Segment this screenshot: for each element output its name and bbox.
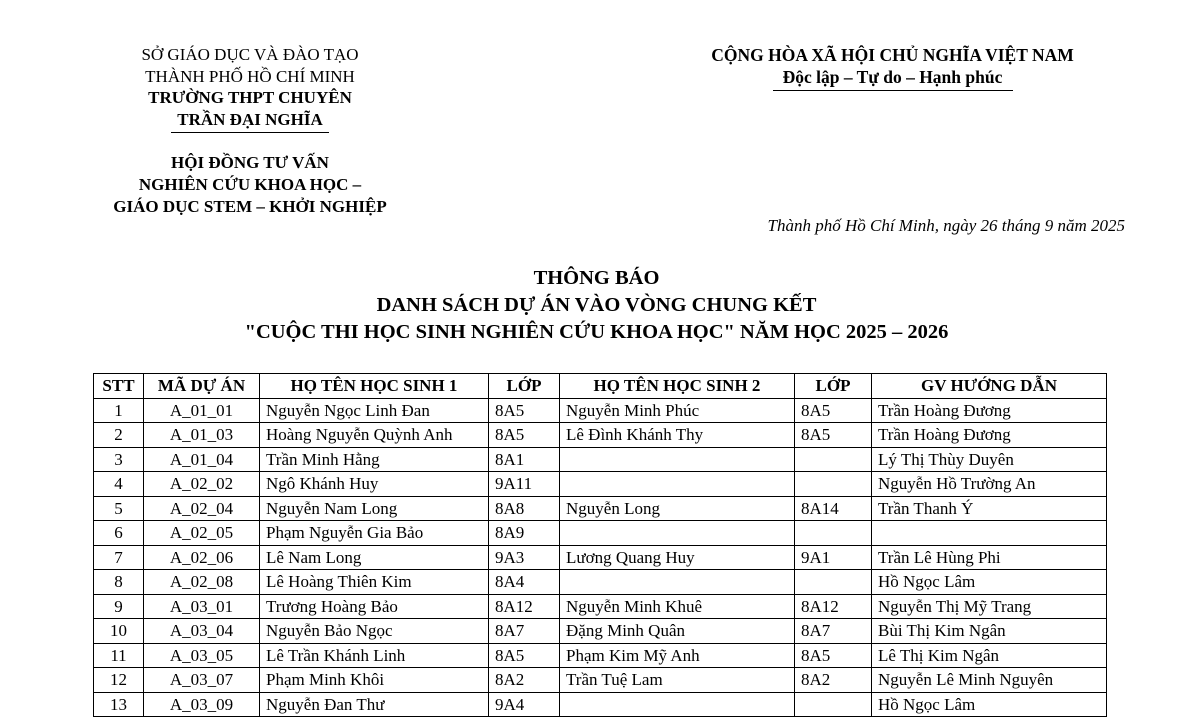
cell-project-code: A_02_02 [144,472,260,497]
table-row [94,643,1107,668]
cell-student1: Phạm Minh Khôi [260,668,489,693]
cell-class2: 8A2 [795,668,872,693]
cell-class1: 9A3 [489,545,560,570]
cell-stt: 11 [94,643,144,668]
cell-project-code: A_01_04 [144,447,260,472]
cell-project-code: A_02_08 [144,570,260,595]
cell-project-code: A_03_05 [144,643,260,668]
cell-stt: 2 [94,423,144,448]
cell-class1: 9A11 [489,472,560,497]
title-line2: DANH SÁCH DỰ ÁN VÀO VÒNG CHUNG KẾT [376,294,817,316]
school-underline [171,132,329,133]
cell-student2: Đặng Minh Quân [560,619,795,644]
cell-class1: 8A8 [489,496,560,521]
cell-student1: Nguyễn Bảo Ngọc [260,619,489,644]
cell-student1: Lê Trần Khánh Linh [260,643,489,668]
cell-student2: Nguyễn Minh Khuê [560,594,795,619]
cell-student2 [560,692,795,717]
cell-class2 [795,472,872,497]
school-name-line2: TRẦN ĐẠI NGHĨA [177,109,323,129]
header-advisor: GV HƯỚNG DẪN [872,374,1107,399]
cell-student2: Phạm Kim Mỹ Anh [560,643,795,668]
cell-class2: 8A7 [795,619,872,644]
table-row [94,398,1107,423]
cell-stt: 8 [94,570,144,595]
table-row [94,447,1107,472]
title-line3: "CUỘC THI HỌC SINH NGHIÊN CỨU KHOA HỌC" NĂM HỌC 2025 – 2026 [244,321,949,343]
header-stt: STT [94,374,144,399]
cell-student2: Nguyễn Long [560,496,795,521]
title-line1: THÔNG BÁO [533,267,660,289]
cell-project-code: A_01_01 [144,398,260,423]
country-name: CỘNG HÒA XÃ HỘI CHỦ NGHĨA VIỆT NAM [711,45,1074,65]
table-row [94,521,1107,546]
cell-stt: 1 [94,398,144,423]
cell-advisor: Trần Thanh Ý [872,496,1107,521]
cell-advisor: Lê Thị Kim Ngân [872,643,1107,668]
table-row [94,570,1107,595]
cell-class1: 8A9 [489,521,560,546]
cell-class1: 8A1 [489,447,560,472]
national-header [640,44,1145,91]
cell-student2: Lương Quang Huy [560,545,795,570]
cell-advisor: Lý Thị Thùy Duyên [872,447,1107,472]
cell-advisor: Nguyễn Hồ Trường An [872,472,1107,497]
cell-class1: 8A5 [489,423,560,448]
cell-class2: 8A5 [795,398,872,423]
table-row [94,496,1107,521]
cell-class1: 8A4 [489,570,560,595]
cell-class2: 8A14 [795,496,872,521]
cell-class2: 8A5 [795,423,872,448]
cell-student1: Nguyễn Nam Long [260,496,489,521]
cell-class1: 8A2 [489,668,560,693]
dateline: Thành phố Hồ Chí Minh, ngày 26 tháng 9 năm 2025 [767,216,1125,235]
cell-advisor: Nguyễn Lê Minh Nguyên [872,668,1107,693]
header-student1: HỌ TÊN HỌC SINH 1 [260,374,489,399]
cell-student1: Ngô Khánh Huy [260,472,489,497]
cell-stt: 3 [94,447,144,472]
table-row [94,423,1107,448]
cell-project-code: A_02_05 [144,521,260,546]
national-motto: Độc lập – Tự do – Hạnh phúc [782,67,1003,87]
cell-stt: 7 [94,545,144,570]
council-line2: NGHIÊN CỨU KHOA HỌC – [138,175,362,194]
header-student2: HỌ TÊN HỌC SINH 2 [560,374,795,399]
table-row [94,472,1107,497]
cell-advisor [872,521,1107,546]
cell-class1: 8A5 [489,398,560,423]
cell-project-code: A_03_01 [144,594,260,619]
cell-advisor: Hồ Ngọc Lâm [872,692,1107,717]
cell-project-code: A_03_07 [144,668,260,693]
council-line1: HỘI ĐỒNG TƯ VẤN [171,153,329,172]
table-row [94,545,1107,570]
motto-underline [773,90,1013,91]
cell-student1: Lê Hoàng Thiên Kim [260,570,489,595]
cell-project-code: A_01_03 [144,423,260,448]
cell-class2 [795,447,872,472]
city-name: THÀNH PHỐ HỒ CHÍ MINH [145,66,355,86]
document-title [0,265,1193,346]
cell-class1: 9A4 [489,692,560,717]
council-line3: GIÁO DỤC STEM – KHỞI NGHIỆP [113,197,387,216]
cell-class2 [795,521,872,546]
header-project-code: MÃ DỰ ÁN [144,374,260,399]
cell-advisor: Hồ Ngọc Lâm [872,570,1107,595]
cell-advisor: Trần Lê Hùng Phi [872,545,1107,570]
project-table [93,373,1107,717]
cell-class2: 8A12 [795,594,872,619]
table-row [94,594,1107,619]
cell-project-code: A_02_04 [144,496,260,521]
cell-student2 [560,447,795,472]
cell-student1: Nguyễn Đan Thư [260,692,489,717]
cell-student1: Nguyễn Ngọc Linh Đan [260,398,489,423]
table-row [94,692,1107,717]
cell-student1: Trương Hoàng Bảo [260,594,489,619]
table-row [94,619,1107,644]
cell-stt: 10 [94,619,144,644]
issuing-organization [60,44,440,133]
cell-stt: 12 [94,668,144,693]
cell-student1: Hoàng Nguyễn Quỳnh Anh [260,423,489,448]
header-class2: LỚP [795,374,872,399]
cell-student1: Lê Nam Long [260,545,489,570]
cell-student2: Trần Tuệ Lam [560,668,795,693]
cell-student1: Trần Minh Hằng [260,447,489,472]
cell-student1: Phạm Nguyễn Gia Bảo [260,521,489,546]
department-name: SỞ GIÁO DỤC VÀ ĐÀO TẠO [141,45,359,64]
cell-student2: Lê Đình Khánh Thy [560,423,795,448]
cell-advisor: Trần Hoàng Đương [872,398,1107,423]
cell-class1: 8A12 [489,594,560,619]
table-body [94,398,1107,717]
cell-stt: 4 [94,472,144,497]
council-name [60,152,440,218]
cell-advisor: Trần Hoàng Đương [872,423,1107,448]
table-header-row [94,374,1107,399]
cell-student2 [560,472,795,497]
cell-stt: 6 [94,521,144,546]
cell-stt: 13 [94,692,144,717]
header-class1: LỚP [489,374,560,399]
cell-project-code: A_03_04 [144,619,260,644]
cell-project-code: A_03_09 [144,692,260,717]
cell-stt: 9 [94,594,144,619]
cell-class2: 8A5 [795,643,872,668]
cell-class1: 8A7 [489,619,560,644]
cell-class2 [795,692,872,717]
cell-class2: 9A1 [795,545,872,570]
cell-advisor: Bùi Thị Kim Ngân [872,619,1107,644]
cell-student2 [560,570,795,595]
cell-stt: 5 [94,496,144,521]
cell-class1: 8A5 [489,643,560,668]
table-row [94,668,1107,693]
cell-student2 [560,521,795,546]
cell-student2: Nguyễn Minh Phúc [560,398,795,423]
cell-advisor: Nguyễn Thị Mỹ Trang [872,594,1107,619]
cell-project-code: A_02_06 [144,545,260,570]
cell-class2 [795,570,872,595]
school-name-line1: TRƯỜNG THPT CHUYÊN [148,88,352,107]
